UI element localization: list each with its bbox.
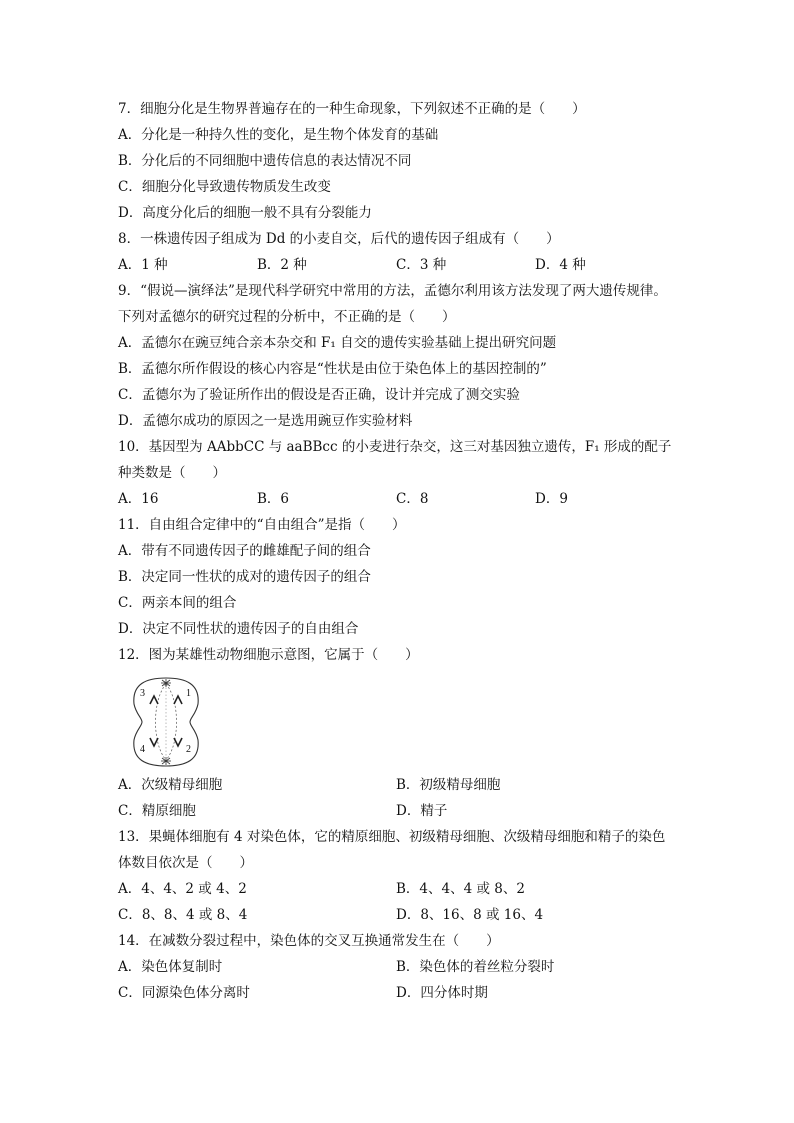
question-14-option-b: B．染色体的着丝粒分裂时 (396, 959, 555, 975)
question-9-option-a: A．孟德尔在豌豆纯合亲本杂交和 F₁ 自交的遗传实验基础上提出研究问题 (118, 335, 557, 351)
spindle-fiber-right (166, 684, 177, 760)
question-7-option-c: C．细胞分化导致遗传物质发生改变 (118, 179, 331, 195)
question-8-stem: 8．一株遗传因子组成为 Dd 的小麦自交，后代的遗传因子组成有（ ） (118, 231, 560, 247)
question-10-option-d: D．9 (535, 491, 568, 507)
question-14-stem: 14．在减数分裂过程中，染色体的交叉互换通常发生在（ ） (118, 933, 500, 949)
question-10-stem-line1: 10．基因型为 AAbbCC 与 aaBBcc 的小麦进行杂交，这三对基因独立遗传，F₁ 形成的配子 (118, 439, 672, 455)
question-10-option-a: A．16 (118, 491, 159, 507)
question-7-option-b: B．分化后的不同细胞中遗传信息的表达情况不同 (118, 153, 412, 169)
figure-label-2: 2 (186, 744, 191, 755)
question-12-option-d: D．精子 (396, 803, 448, 819)
figure-label-4: 4 (140, 744, 145, 755)
question-10-stem-line2: 种类数是（ ） (118, 465, 226, 481)
question-14-option-c: C．同源染色体分离时 (118, 985, 250, 1001)
question-9-option-c: C．孟德尔为了验证所作出的假设是否正确，设计并完成了测交实验 (118, 387, 520, 403)
centriole-top (161, 679, 171, 687)
cell-division-figure (130, 674, 202, 770)
question-11-option-d: D．决定不同性状的遗传因子的自由组合 (118, 621, 359, 637)
chromosome-1 (174, 696, 182, 704)
centriole-bottom (161, 757, 171, 765)
question-7-option-a: A．分化是一种持久性的变化，是生物个体发育的基础 (118, 127, 439, 143)
question-10-option-b: B．6 (257, 491, 290, 507)
chromosome-4 (150, 738, 158, 746)
chromosome-2 (174, 738, 182, 746)
question-10-option-c: C．8 (396, 491, 429, 507)
question-13-stem-line1: 13．果蝇体细胞有 4 对染色体，它的精原细胞、初级精母细胞、次级精母细胞和精子的染色 (118, 829, 666, 845)
chromosome-3 (150, 696, 158, 704)
question-13-option-b: B．4、4、4 或 8、2 (396, 881, 525, 897)
question-13-stem-line2: 体数目依次是（ ） (118, 855, 253, 871)
question-11-stem: 11．自由组合定律中的“自由组合”是指（ ） (118, 517, 406, 533)
question-11-option-b: B．决定同一性状的成对的遗传因子的组合 (118, 569, 371, 585)
spindle-fiber-left (156, 684, 167, 760)
question-8-option-a: A．1 种 (118, 257, 168, 273)
question-13-option-d: D．8、16、8 或 16、4 (396, 907, 544, 923)
question-13-option-c: C．8、8、4 或 8、4 (118, 907, 248, 923)
question-12-stem: 12．图为某雄性动物细胞示意图，它属于（ ） (118, 647, 419, 663)
question-8-option-c: C．3 种 (396, 257, 447, 273)
question-14-option-d: D．四分体时期 (396, 985, 488, 1001)
figure-label-3: 3 (140, 688, 145, 699)
figure-label-1: 1 (186, 688, 191, 699)
question-12-option-a: A．次级精母细胞 (118, 777, 223, 793)
question-11-option-a: A．带有不同遗传因子的雌雄配子间的组合 (118, 543, 371, 559)
question-12-option-b: B．初级精母细胞 (396, 777, 501, 793)
question-8-option-b: B．2 种 (257, 257, 307, 273)
question-12-option-c: C．精原细胞 (118, 803, 196, 819)
question-8-option-d: D．4 种 (535, 257, 586, 273)
question-11-option-c: C．两亲本间的组合 (118, 595, 237, 611)
question-13-option-a: A．4、4、2 或 4、2 (118, 881, 247, 897)
question-9-option-d: D．孟德尔成功的原因之一是选用豌豆作实验材料 (118, 413, 413, 429)
question-14-option-a: A．染色体复制时 (118, 959, 223, 975)
question-7-stem: 7．细胞分化是生物界普遍存在的一种生命现象，下列叙述不正确的是（ ） (118, 101, 586, 117)
question-9-stem-line2: 下列对孟德尔的研究过程的分析中，不正确的是（ ） (118, 309, 456, 325)
question-9-option-b: B．孟德尔所作假设的核心内容是“性状是由位于染色体上的基因控制的” (118, 361, 547, 377)
question-7-option-d: D．高度分化后的细胞一般不具有分裂能力 (118, 205, 372, 221)
question-9-stem-line1: 9．“假说—演绎法”是现代科学研究中常用的方法，孟德尔利用该方法发现了两大遗传规律。 (118, 283, 667, 299)
